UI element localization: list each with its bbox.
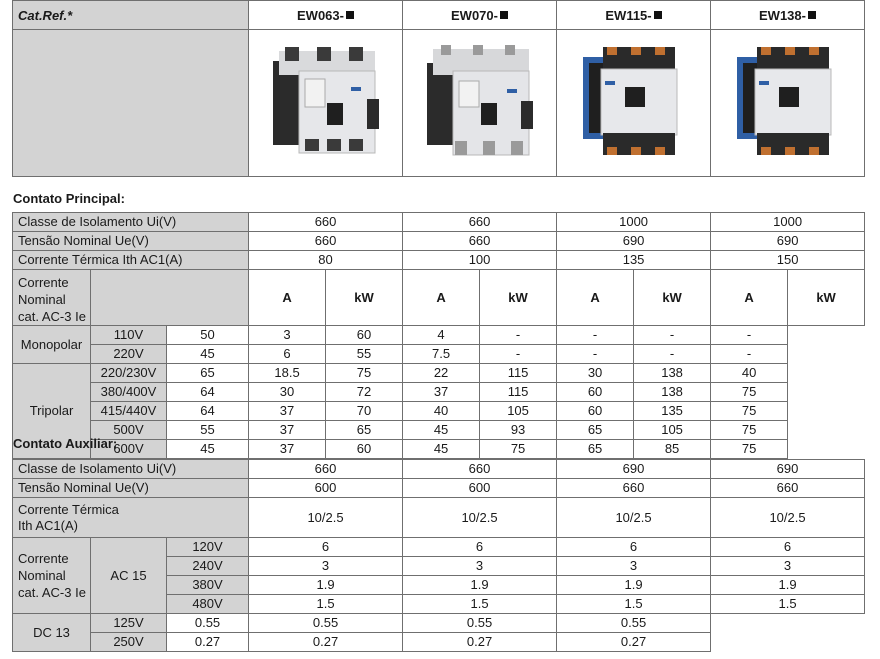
value-cell: 1.5 bbox=[557, 595, 711, 614]
value-cell: - bbox=[557, 345, 634, 364]
principal-group-label: Corrente Nominal cat. AC-3 Ie bbox=[13, 270, 91, 326]
value-cell: 37 bbox=[249, 421, 326, 440]
thermal-current-label bbox=[13, 498, 249, 538]
value-cell: - bbox=[634, 345, 711, 364]
value-cell: 30 bbox=[249, 383, 326, 402]
auxiliar-group-label: Corrente Nominal cat. AC-3 Ie bbox=[13, 538, 91, 614]
thermal-label-line2: Ith AC1(A) bbox=[18, 517, 78, 533]
table-row bbox=[13, 421, 865, 440]
value-cell: 64 bbox=[167, 383, 249, 402]
value-cell: 1.9 bbox=[557, 576, 711, 595]
value-cell: 75 bbox=[711, 383, 788, 402]
principal-row-label: Tensão Nominal Ue(V) bbox=[13, 232, 249, 251]
value-cell: 100 bbox=[403, 251, 557, 270]
blank-cell bbox=[91, 270, 249, 326]
voltage-label: 480V bbox=[167, 595, 249, 614]
unit-header-a: A bbox=[711, 270, 788, 326]
value-cell: 10/2.5 bbox=[711, 498, 865, 538]
contactor-ew115-image bbox=[557, 30, 711, 177]
value-cell: 115 bbox=[480, 383, 557, 402]
square-icon bbox=[654, 11, 662, 19]
voltage-label: 600V bbox=[91, 440, 167, 459]
value-cell: 660 bbox=[249, 460, 403, 479]
value-cell: 660 bbox=[711, 479, 865, 498]
value-cell: 660 bbox=[403, 460, 557, 479]
value-cell: 690 bbox=[557, 460, 711, 479]
table-row bbox=[13, 364, 865, 383]
table-row bbox=[13, 345, 865, 364]
value-cell: 135 bbox=[634, 402, 711, 421]
model-name: EW115- bbox=[605, 7, 652, 23]
value-cell: 55 bbox=[167, 421, 249, 440]
value-cell: 6 bbox=[557, 538, 711, 557]
value-cell: 138 bbox=[634, 383, 711, 402]
unit-header-a: A bbox=[403, 270, 480, 326]
voltage-label: 380V bbox=[167, 576, 249, 595]
square-icon bbox=[500, 11, 508, 19]
dc13-label: DC 13 bbox=[13, 614, 91, 652]
value-cell: 1.5 bbox=[249, 595, 403, 614]
voltage-label: 120V bbox=[167, 538, 249, 557]
ac15-rows bbox=[13, 538, 865, 614]
value-cell: 7.5 bbox=[403, 345, 480, 364]
value-cell: 1000 bbox=[557, 213, 711, 232]
value-cell: 4 bbox=[403, 326, 480, 345]
value-cell: 60 bbox=[557, 402, 634, 421]
unit-header-kw: kW bbox=[480, 270, 557, 326]
value-cell: 22 bbox=[403, 364, 480, 383]
value-cell: 138 bbox=[634, 364, 711, 383]
principal-row-label: Corrente Térmica Ith AC1(A) bbox=[13, 251, 249, 270]
value-cell: 660 bbox=[249, 213, 403, 232]
voltage-label: 380/400V bbox=[91, 383, 167, 402]
value-cell: 3 bbox=[249, 557, 403, 576]
square-icon bbox=[808, 11, 816, 19]
value-cell: 75 bbox=[711, 440, 788, 459]
value-cell: 115 bbox=[480, 364, 557, 383]
unit-header-a: A bbox=[557, 270, 634, 326]
value-cell: 45 bbox=[167, 440, 249, 459]
value-cell: 135 bbox=[557, 251, 711, 270]
model-header-ew115 bbox=[557, 1, 711, 30]
value-cell: 75 bbox=[480, 440, 557, 459]
value-cell: 60 bbox=[326, 440, 403, 459]
value-cell: 60 bbox=[326, 326, 403, 345]
value-cell: 1.9 bbox=[711, 576, 865, 595]
value-cell: 0.55 bbox=[167, 614, 249, 633]
value-cell: 600 bbox=[249, 479, 403, 498]
value-cell: 60 bbox=[557, 383, 634, 402]
voltage-label: 110V bbox=[91, 326, 167, 345]
value-cell: 93 bbox=[480, 421, 557, 440]
dc13-rows bbox=[13, 614, 865, 652]
value-cell: 65 bbox=[557, 440, 634, 459]
voltage-label: 240V bbox=[167, 557, 249, 576]
value-cell: 75 bbox=[711, 421, 788, 440]
auxiliar-section-title: Contato Auxiliar: bbox=[13, 436, 118, 451]
square-icon bbox=[346, 11, 354, 19]
value-cell: 18.5 bbox=[249, 364, 326, 383]
value-cell: 660 bbox=[249, 232, 403, 251]
value-cell: 80 bbox=[249, 251, 403, 270]
contactor-ew070-image bbox=[403, 30, 557, 177]
value-cell: 65 bbox=[557, 421, 634, 440]
table-row bbox=[13, 633, 865, 652]
value-cell: 690 bbox=[711, 232, 865, 251]
image-label-cell bbox=[13, 30, 249, 177]
value-cell: - bbox=[711, 345, 788, 364]
value-cell: 1.9 bbox=[403, 576, 557, 595]
voltage-label: 125V bbox=[91, 614, 167, 633]
table-row bbox=[13, 440, 865, 459]
value-cell: 1.5 bbox=[711, 595, 865, 614]
voltage-label: 220V bbox=[91, 345, 167, 364]
voltage-label: 415/440V bbox=[91, 402, 167, 421]
voltage-label: 500V bbox=[91, 421, 167, 440]
value-cell: 45 bbox=[167, 345, 249, 364]
value-cell: 45 bbox=[403, 440, 480, 459]
catref-header: Cat.Ref.* bbox=[13, 1, 249, 30]
model-name: EW063- bbox=[297, 7, 344, 23]
value-cell: - bbox=[557, 326, 634, 345]
value-cell: 1000 bbox=[711, 213, 865, 232]
value-cell: 75 bbox=[711, 402, 788, 421]
voltage-label: 220/230V bbox=[91, 364, 167, 383]
value-cell: 10/2.5 bbox=[249, 498, 403, 538]
table-row bbox=[13, 402, 865, 421]
table-row bbox=[13, 383, 865, 402]
value-cell: 3 bbox=[249, 326, 326, 345]
value-cell: 0.27 bbox=[167, 633, 249, 652]
value-cell: 55 bbox=[326, 345, 403, 364]
ac15-label: AC 15 bbox=[91, 538, 167, 614]
value-cell: 37 bbox=[403, 383, 480, 402]
model-name: EW138- bbox=[759, 7, 806, 23]
value-cell: 0.55 bbox=[557, 614, 711, 633]
value-cell: 600 bbox=[403, 479, 557, 498]
value-cell: 150 bbox=[711, 251, 865, 270]
product-header-table bbox=[12, 0, 865, 177]
auxiliar-row-label: Tensão Nominal Ue(V) bbox=[13, 479, 249, 498]
value-cell: 40 bbox=[711, 364, 788, 383]
model-name: EW070- bbox=[451, 7, 498, 23]
principal-table bbox=[12, 212, 865, 459]
value-cell: 37 bbox=[249, 440, 326, 459]
value-cell: - bbox=[480, 326, 557, 345]
tripolar-rows bbox=[13, 364, 865, 459]
value-cell: 6 bbox=[711, 538, 865, 557]
auxiliar-row-label: Classe de Isolamento Ui(V) bbox=[13, 460, 249, 479]
value-cell: 64 bbox=[167, 402, 249, 421]
value-cell: 6 bbox=[249, 345, 326, 364]
value-cell: 3 bbox=[557, 557, 711, 576]
principal-row-label: Classe de Isolamento Ui(V) bbox=[13, 213, 249, 232]
value-cell: 65 bbox=[167, 364, 249, 383]
tripolar-label: Tripolar bbox=[13, 364, 91, 459]
value-cell: 660 bbox=[403, 213, 557, 232]
value-cell: 660 bbox=[403, 232, 557, 251]
value-cell: 0.27 bbox=[249, 633, 403, 652]
value-cell: 10/2.5 bbox=[403, 498, 557, 538]
value-cell: 660 bbox=[557, 479, 711, 498]
model-header-ew063 bbox=[249, 1, 403, 30]
unit-header-kw: kW bbox=[634, 270, 711, 326]
value-cell: 1.5 bbox=[403, 595, 557, 614]
value-cell: 690 bbox=[711, 460, 865, 479]
value-cell: 75 bbox=[326, 364, 403, 383]
auxiliar-table bbox=[12, 459, 865, 652]
value-cell: 0.55 bbox=[249, 614, 403, 633]
monopolar-label: Monopolar bbox=[13, 326, 91, 364]
value-cell: 50 bbox=[167, 326, 249, 345]
table-row bbox=[13, 614, 865, 633]
value-cell: 72 bbox=[326, 383, 403, 402]
value-cell: 3 bbox=[403, 557, 557, 576]
thermal-label-line1: Corrente Térmica bbox=[18, 501, 119, 517]
value-cell: 6 bbox=[249, 538, 403, 557]
value-cell: 105 bbox=[634, 421, 711, 440]
value-cell: - bbox=[711, 326, 788, 345]
value-cell: 0.55 bbox=[403, 614, 557, 633]
value-cell: 690 bbox=[557, 232, 711, 251]
value-cell: 3 bbox=[711, 557, 865, 576]
monopolar-rows bbox=[13, 326, 865, 364]
value-cell: 45 bbox=[403, 421, 480, 440]
value-cell: - bbox=[480, 345, 557, 364]
table-row bbox=[13, 326, 865, 345]
unit-header-a: A bbox=[249, 270, 326, 326]
value-cell: - bbox=[634, 326, 711, 345]
unit-header-kw: kW bbox=[788, 270, 865, 326]
contactor-ew063-image bbox=[249, 30, 403, 177]
value-cell: 10/2.5 bbox=[557, 498, 711, 538]
voltage-label: 250V bbox=[91, 633, 167, 652]
value-cell: 0.27 bbox=[403, 633, 557, 652]
model-header-ew138 bbox=[711, 1, 865, 30]
value-cell: 65 bbox=[326, 421, 403, 440]
value-cell: 1.9 bbox=[249, 576, 403, 595]
value-cell: 0.27 bbox=[557, 633, 711, 652]
value-cell: 70 bbox=[326, 402, 403, 421]
contactor-ew138-image bbox=[711, 30, 865, 177]
model-header-ew070 bbox=[403, 1, 557, 30]
value-cell: 37 bbox=[249, 402, 326, 421]
principal-section-title: Contato Principal: bbox=[13, 191, 125, 206]
value-cell: 6 bbox=[403, 538, 557, 557]
table-row bbox=[13, 538, 865, 557]
value-cell: 105 bbox=[480, 402, 557, 421]
value-cell: 40 bbox=[403, 402, 480, 421]
value-cell: 30 bbox=[557, 364, 634, 383]
unit-header-kw: kW bbox=[326, 270, 403, 326]
value-cell: 85 bbox=[634, 440, 711, 459]
